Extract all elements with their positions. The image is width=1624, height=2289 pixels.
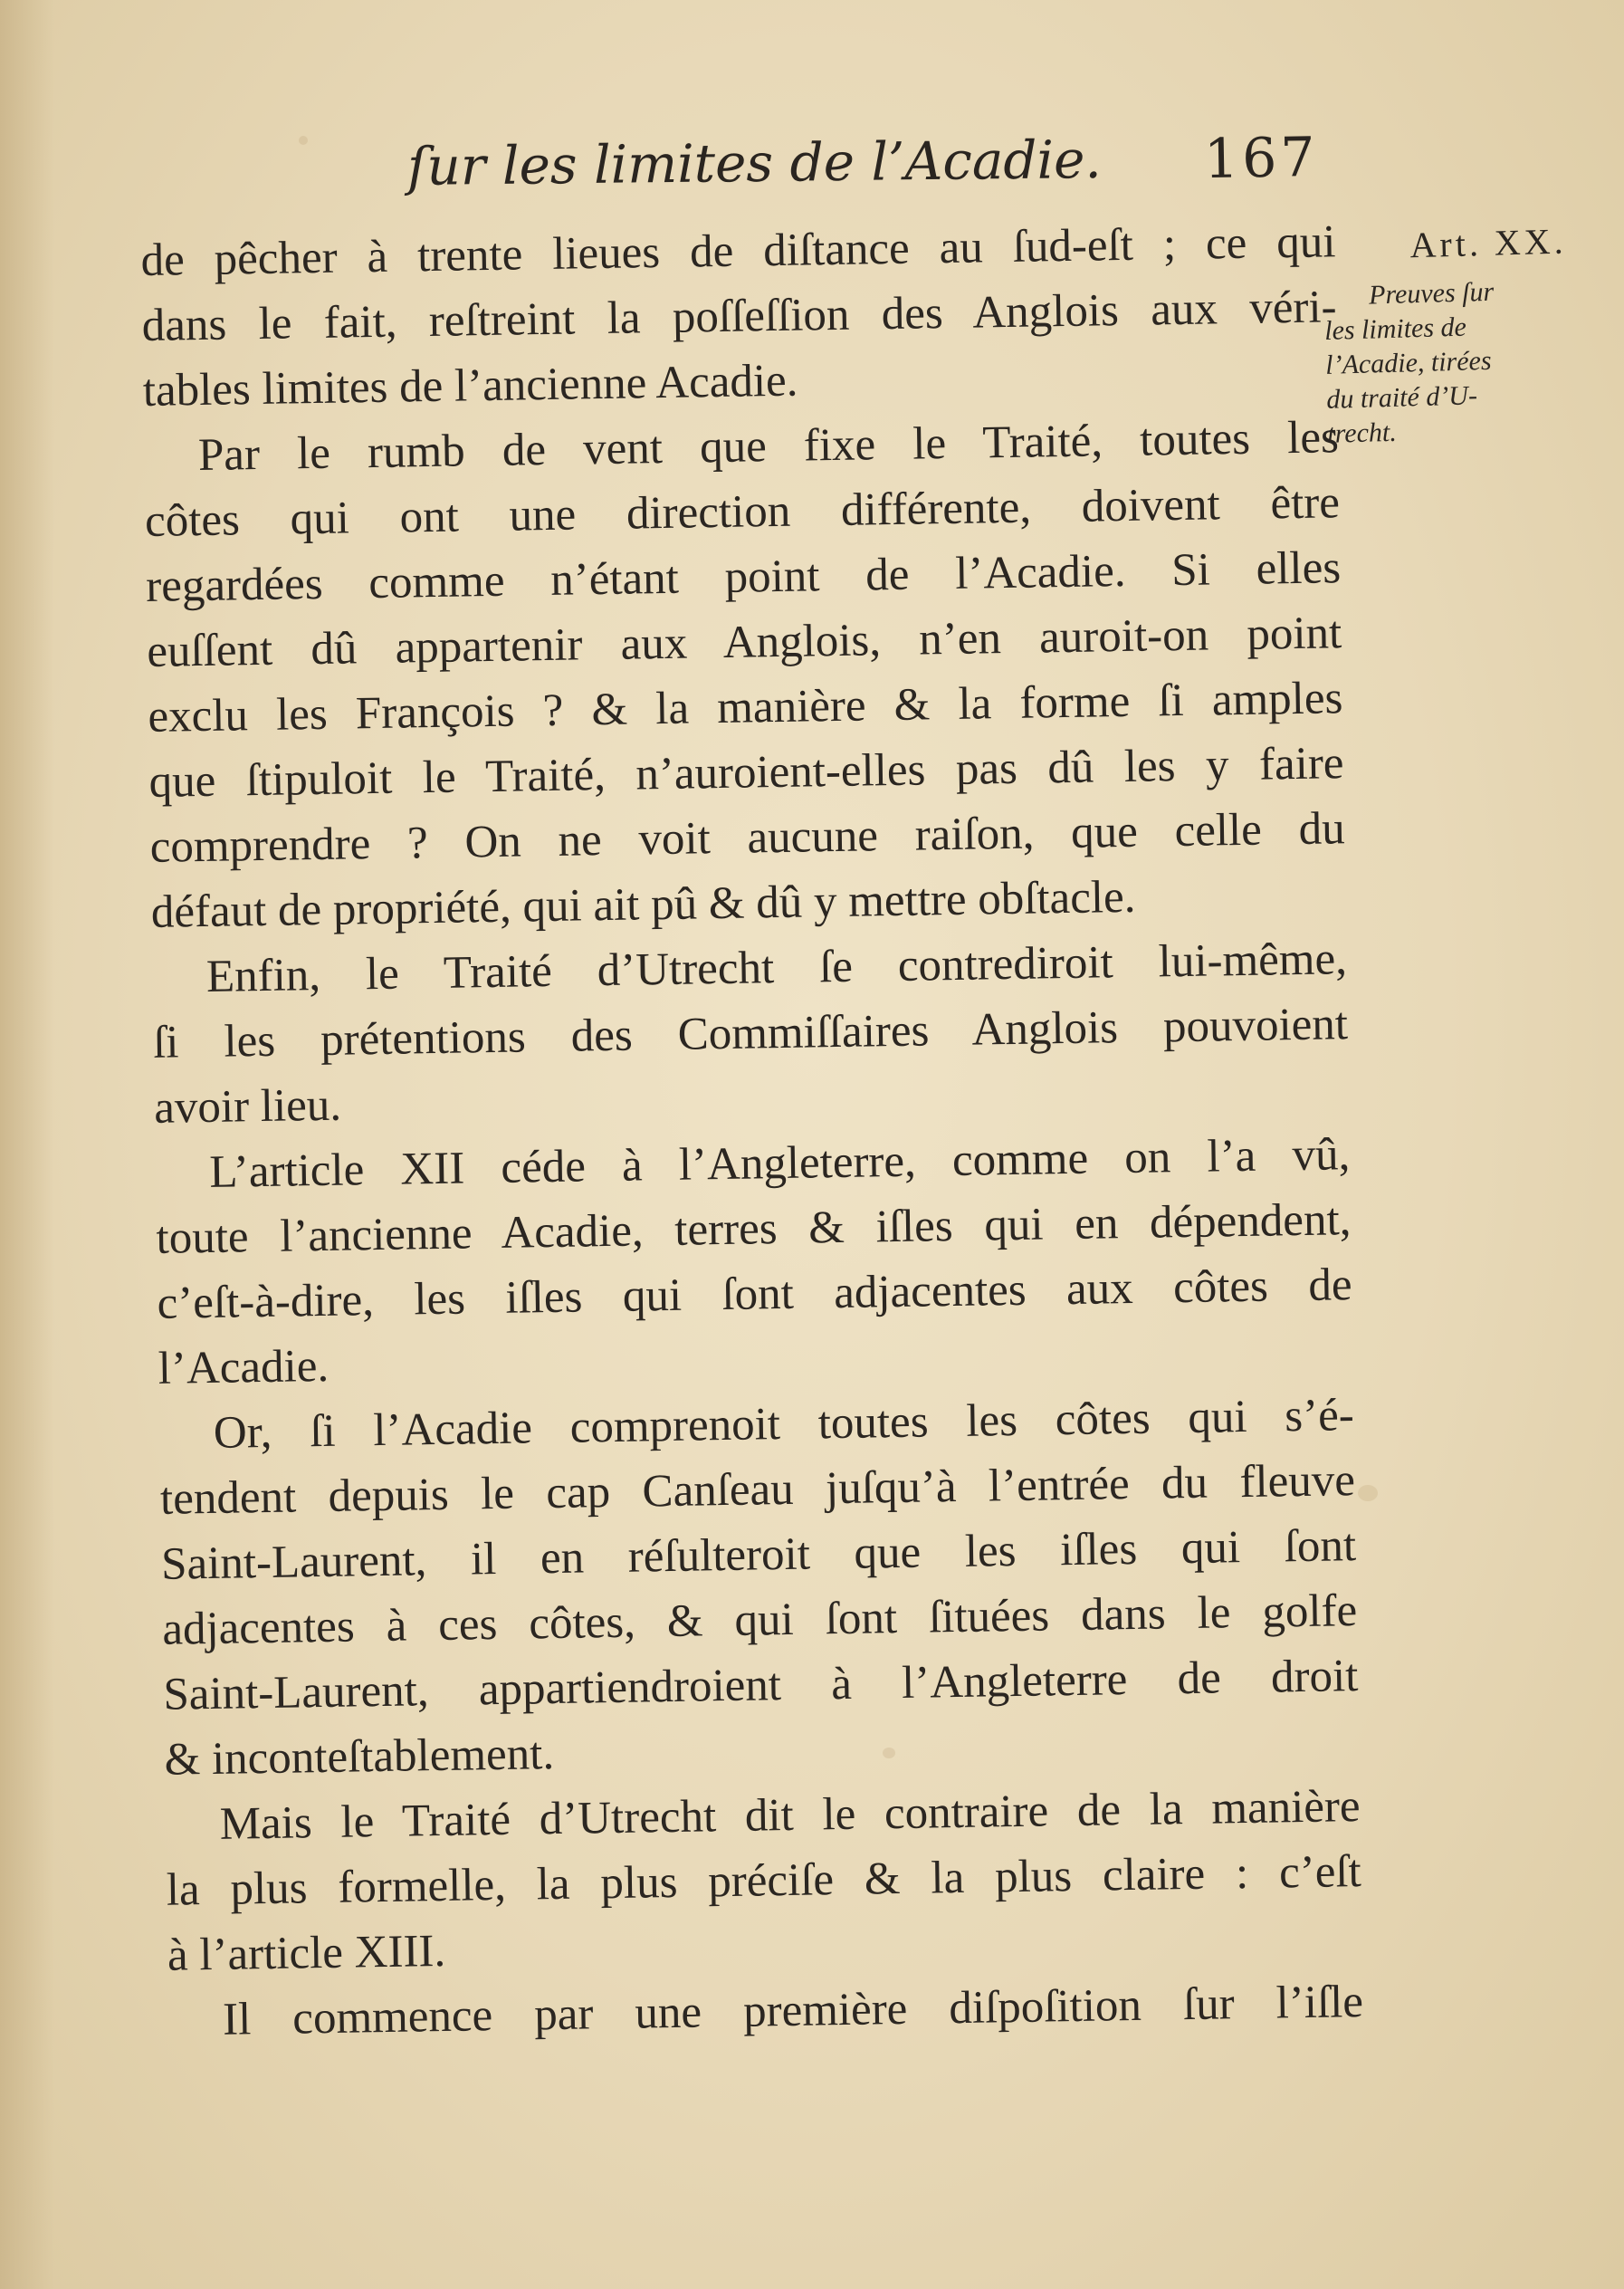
text-line: côtes qui ont une direction différente, doivent être xyxy=(144,477,1341,547)
text-line: dans le fait, reſtreint la poſſeſſion des Anglois aux véri- xyxy=(141,282,1337,351)
paragraph xyxy=(165,1774,1362,1988)
margin-note-line: l’Acadie, tirées xyxy=(1324,345,1492,380)
text-line: tables limites de l’ancienne Acadie. xyxy=(142,355,798,417)
paragraph xyxy=(140,209,1338,424)
text-line: c’eſt-à-dire, les iſles qui ſont adjacentes aux côtes de xyxy=(157,1259,1352,1329)
margin-note-line: du traité d’U- xyxy=(1325,380,1478,415)
margin-note-label: Art. XX. xyxy=(1409,220,1568,266)
text-line: exclu les François ? & la manière & la forme ſi amples xyxy=(148,673,1343,742)
text-line: Enfin, le Traité d’Utrecht ſe contrediroit lui-même, xyxy=(205,934,1348,1002)
text-line: & inconteſtablement. xyxy=(164,1729,555,1786)
body-text xyxy=(140,209,1364,2053)
page-number: 167 xyxy=(1203,125,1320,192)
text-line: que ſtipuloit le Traité, n’auroient-elles pas dû les y faire xyxy=(148,738,1344,808)
text-line: toute l’ancienne Acadie, terres & iſles qui en dépendent, xyxy=(156,1194,1352,1264)
paragraph xyxy=(151,926,1349,1141)
text-line: de pêcher à trente lieues de diſtance au ſud-eſt ; ce qui xyxy=(140,216,1336,286)
text-line: L’article XII céde à l’Angleterre, comme on l’a vû, xyxy=(208,1129,1351,1198)
text-line: avoir lieu. xyxy=(153,1079,342,1134)
paragraph xyxy=(143,405,1346,945)
text-line: à l’article XIII. xyxy=(167,1925,446,1981)
paper-stain xyxy=(299,136,308,145)
text-line: la plus formelle, la plus préciſe & la plus claire : c’eſt xyxy=(166,1846,1362,1916)
text-line: Saint-Laurent, il en réſulteroit que les iſles qui ſont xyxy=(160,1520,1357,1590)
paper-stain xyxy=(1358,1485,1378,1501)
text-line: Par le rumb de vent que fixe le Traité, toutes les xyxy=(197,412,1340,482)
paragraph xyxy=(158,1383,1360,1793)
text-line: Mais le Traité d’Utrecht dit le contraire de la manière xyxy=(219,1781,1361,1850)
text-line: l’Acadie. xyxy=(158,1340,330,1394)
text-line: Saint-Laurent, appartiendroient à l’Angleterre de droit xyxy=(163,1651,1359,1720)
text-line: comprendre ? On ne voit aucune raiſon, que celle du xyxy=(149,803,1346,873)
text-line: Il commence par une première diſpoſition ſur l’iſle xyxy=(222,1977,1364,2045)
margin-note-line: les limites de xyxy=(1323,311,1467,346)
margin-note-line: Preuves ſur xyxy=(1368,276,1495,311)
text-line: Or, ſi l’Acadie comprenoit toutes les côtes qui s’é- xyxy=(213,1390,1355,1459)
text-line: euſſent dû appartenir aux Anglois, n’en auroit-on point xyxy=(146,608,1342,677)
text-line: ſi les prétentions des Commiſſaires Anglois pouvoient xyxy=(152,999,1349,1068)
text-line: regardées comme n’étant point de l’Acadie. Si elles xyxy=(145,542,1342,612)
text-line: défaut de propriété, qui ait pû & dû y mettre obſtacle. xyxy=(150,871,1136,938)
text-line: tendent depuis le cap Canſeau juſqu’à l’entrée du fleuve xyxy=(159,1455,1356,1525)
margin-note-line: trecht. xyxy=(1326,417,1398,449)
paragraph xyxy=(155,1122,1353,1402)
margin-note xyxy=(1322,219,1572,451)
page-gutter-shadow xyxy=(0,0,54,2289)
running-title: ſur les limites de l’Acadie. xyxy=(406,128,1103,197)
text-line: adjacentes à ces côtes, & qui ſont ſituées dans le golfe xyxy=(161,1585,1358,1655)
